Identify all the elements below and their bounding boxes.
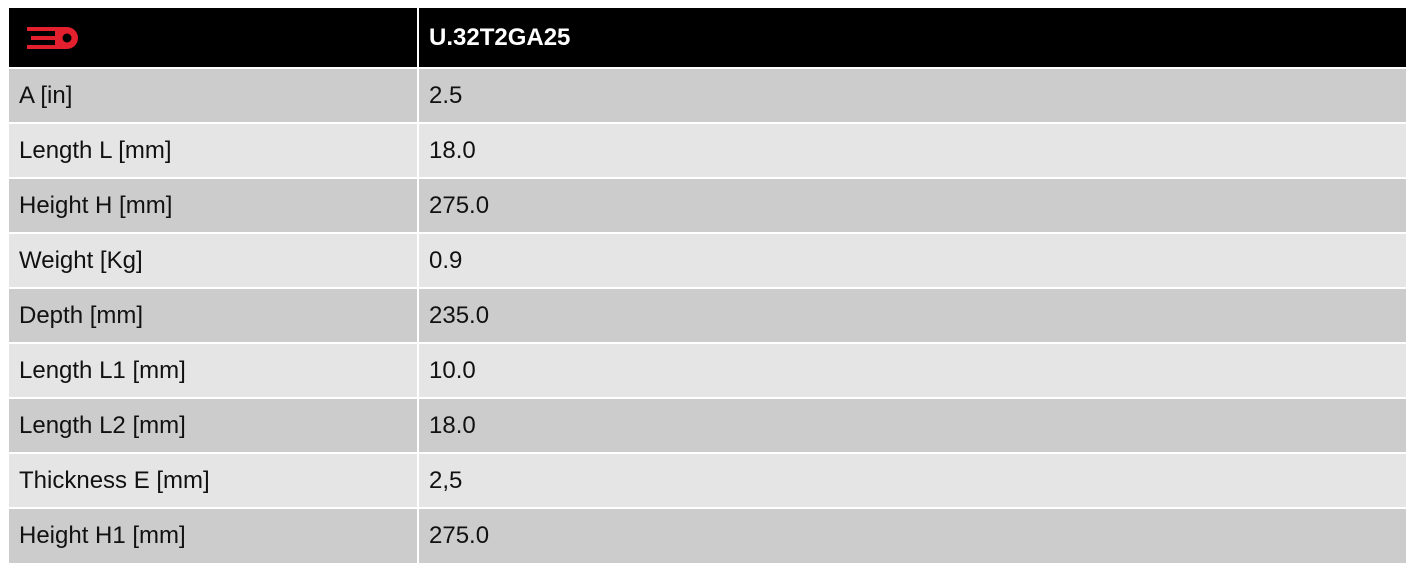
table-row	[9, 508, 1407, 564]
table-row	[9, 343, 1407, 398]
row-value: 0.9	[418, 233, 1407, 288]
table-row	[9, 178, 1407, 233]
logo-cell	[9, 8, 418, 68]
row-value: 2.5	[418, 68, 1407, 123]
table-row	[9, 123, 1407, 178]
row-value: 2,5	[418, 453, 1407, 508]
row-label: Height H1 [mm]	[9, 508, 418, 564]
product-code: U.32T2GA25	[418, 8, 1407, 68]
table-row	[9, 68, 1407, 123]
row-value: 10.0	[418, 343, 1407, 398]
row-value: 275.0	[418, 508, 1407, 564]
table-row	[9, 453, 1407, 508]
row-label: Weight [Kg]	[9, 233, 418, 288]
row-value: 18.0	[418, 398, 1407, 453]
row-value: 235.0	[418, 288, 1407, 343]
row-label: Height H [mm]	[9, 178, 418, 233]
row-label: Depth [mm]	[9, 288, 418, 343]
brand-logo-icon	[27, 27, 79, 49]
row-label: Length L [mm]	[9, 123, 418, 178]
spec-table	[9, 8, 1408, 565]
row-label: Thickness E [mm]	[9, 453, 418, 508]
table-row	[9, 288, 1407, 343]
row-value: 275.0	[418, 178, 1407, 233]
row-label: Length L2 [mm]	[9, 398, 418, 453]
table-header-row	[9, 8, 1407, 68]
row-label: A [in]	[9, 68, 418, 123]
table-row	[9, 398, 1407, 453]
table-row	[9, 233, 1407, 288]
row-label: Length L1 [mm]	[9, 343, 418, 398]
row-value: 18.0	[418, 123, 1407, 178]
